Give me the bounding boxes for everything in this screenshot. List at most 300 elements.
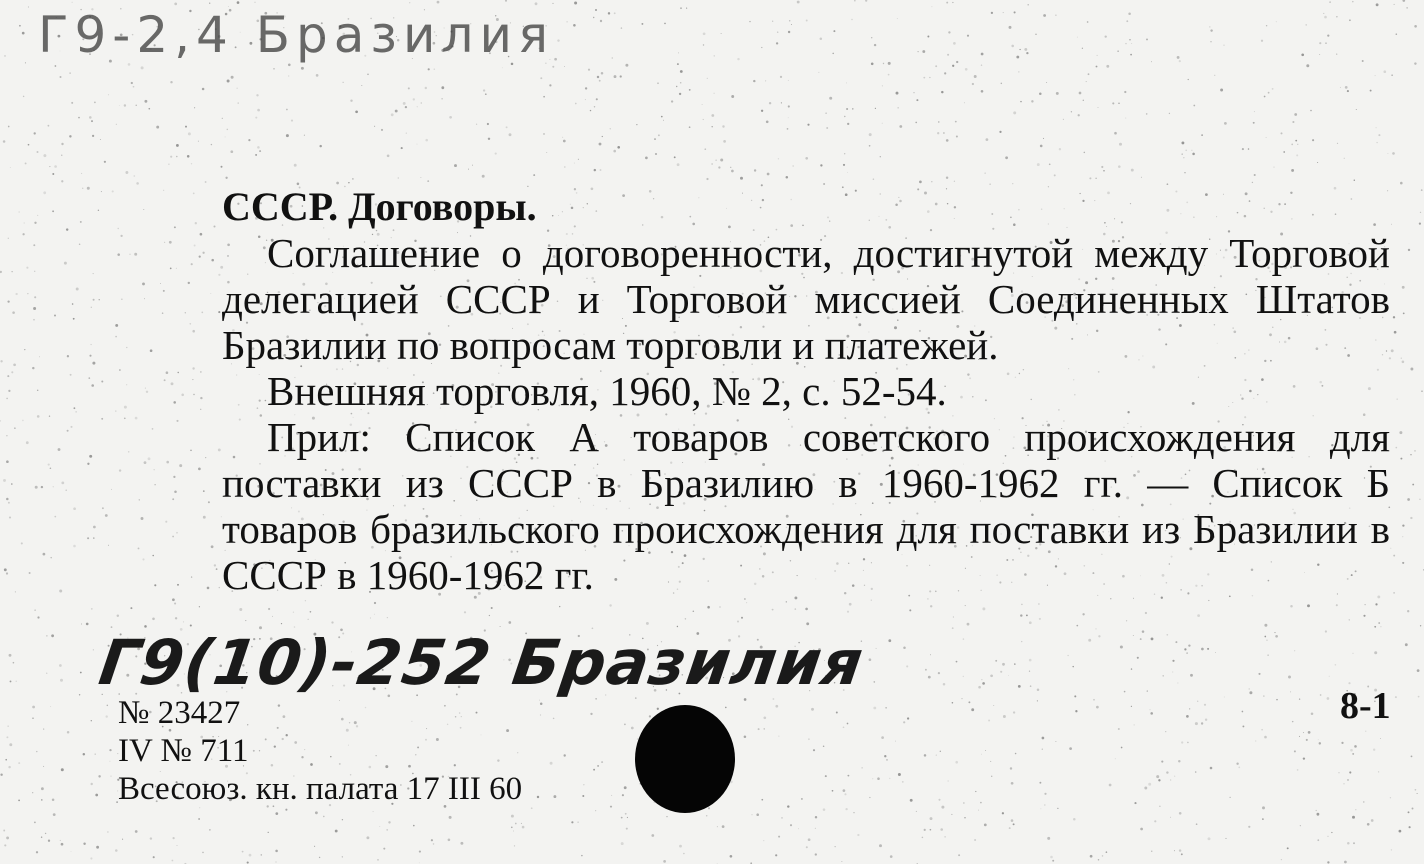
speckle [706, 178, 708, 180]
speckle [1378, 134, 1380, 136]
speckle [963, 676, 964, 677]
speckle [946, 176, 948, 178]
speckle [1394, 4, 1395, 5]
speckle [564, 754, 566, 756]
speckle [286, 109, 288, 111]
agreement-title-paragraph: Соглашение о договоренности, достигнутой между Торговой делегацией СССР и Торговой миссией Соединенных Штатов Бразилии по вопросам торговли и платежей. [222, 230, 1390, 368]
speckle [1057, 808, 1058, 809]
speckle [225, 136, 226, 137]
speckle [896, 92, 899, 95]
speckle [238, 102, 239, 103]
speckle [9, 743, 12, 746]
speckle [885, 707, 887, 709]
speckle [1055, 14, 1057, 16]
speckle [43, 154, 46, 157]
speckle [930, 829, 932, 831]
speckle [32, 717, 33, 718]
speckle [1390, 548, 1391, 549]
speckle [1393, 592, 1395, 594]
speckle [1056, 92, 1059, 95]
speckle [1340, 87, 1341, 88]
speckle [717, 826, 718, 827]
speckle [89, 355, 91, 357]
speckle [1276, 699, 1278, 701]
speckle [980, 802, 982, 804]
speckle [721, 33, 722, 34]
speckle [613, 150, 616, 153]
speckle [1264, 96, 1266, 98]
speckle [1403, 313, 1405, 315]
speckle [25, 62, 26, 63]
speckle [955, 761, 958, 764]
speckle [1037, 688, 1040, 691]
speckle [91, 720, 92, 721]
speckle [198, 468, 201, 471]
speckle [714, 93, 715, 94]
speckle [36, 851, 38, 853]
speckle [1014, 11, 1016, 13]
speckle [1015, 753, 1017, 755]
speckle [1184, 172, 1185, 173]
speckle [1181, 741, 1183, 743]
speckle [1142, 630, 1145, 633]
speckle [761, 110, 763, 112]
speckle [1029, 659, 1032, 662]
speckle [46, 635, 47, 636]
speckle [1013, 111, 1016, 114]
speckle [1013, 711, 1015, 713]
speckle [425, 87, 427, 89]
speckle [163, 290, 165, 292]
speckle [230, 150, 233, 153]
speckle [1349, 619, 1350, 620]
speckle [883, 63, 884, 64]
speckle [1393, 555, 1395, 557]
speckle [1002, 663, 1005, 666]
speckle [98, 210, 99, 211]
speckle [488, 138, 490, 140]
speckle [511, 826, 513, 828]
speckle [1363, 615, 1365, 617]
speckle [192, 367, 194, 369]
speckle [823, 746, 825, 748]
speckle [153, 856, 155, 858]
speckle [45, 833, 46, 834]
speckle [1209, 26, 1210, 27]
speckle [1281, 859, 1282, 860]
speckle [1415, 789, 1417, 791]
speckle [135, 830, 138, 833]
speckle [508, 621, 511, 624]
speckle [1020, 614, 1022, 616]
speckle [502, 67, 503, 68]
speckle [1402, 536, 1403, 537]
speckle [952, 702, 954, 704]
speckle [641, 23, 643, 25]
speckle [122, 839, 123, 840]
speckle [917, 51, 918, 52]
speckle [218, 274, 220, 276]
speckle [1391, 75, 1392, 76]
speckle [753, 80, 755, 82]
speckle [844, 116, 845, 117]
speckle [723, 140, 726, 143]
speckle [22, 32, 25, 35]
speckle [237, 1, 240, 4]
speckle [0, 360, 2, 362]
speckle [1141, 177, 1142, 178]
speckle [600, 20, 602, 22]
speckle [1030, 685, 1032, 687]
speckle [1343, 783, 1344, 784]
speckle [124, 406, 127, 409]
speckle [564, 66, 565, 67]
speckle [58, 448, 61, 451]
speckle [1075, 710, 1077, 712]
speckle [1303, 757, 1305, 759]
speckle [577, 821, 579, 823]
speckle [1373, 749, 1375, 751]
speckle [0, 271, 2, 273]
speckle [965, 68, 968, 71]
speckle [16, 681, 17, 682]
speckle [1038, 603, 1040, 605]
speckle [26, 267, 28, 269]
speckle [1049, 163, 1051, 165]
speckle [129, 254, 130, 255]
speckle [871, 37, 872, 38]
speckle [1292, 721, 1293, 722]
speckle [953, 42, 956, 45]
speckle [871, 600, 872, 601]
speckle [61, 155, 62, 156]
speckle [657, 708, 659, 710]
speckle [379, 826, 380, 827]
speckle [948, 31, 950, 33]
speckle [417, 144, 418, 145]
speckle [51, 634, 54, 637]
speckle [1204, 704, 1206, 706]
speckle [680, 70, 683, 73]
speckle [823, 808, 826, 811]
speckle [806, 20, 808, 22]
speckle [719, 606, 720, 607]
speckle [13, 363, 16, 366]
speckle [1185, 150, 1187, 152]
speckle [651, 834, 654, 837]
speckle [1103, 170, 1105, 172]
speckle [144, 461, 147, 464]
speckle [81, 623, 82, 624]
speckle [825, 775, 827, 777]
speckle [1395, 696, 1397, 698]
speckle [815, 853, 817, 855]
speckle [625, 64, 628, 67]
handwritten-annotation-top: Г9-2,4 Бразилия [38, 6, 555, 64]
speckle [1261, 729, 1263, 731]
speckle [1166, 771, 1168, 773]
speckle [927, 36, 929, 38]
speckle [877, 777, 880, 780]
speckle [910, 799, 913, 802]
speckle [797, 1, 800, 4]
speckle [41, 787, 44, 790]
speckle [26, 441, 29, 444]
speckle [218, 448, 221, 451]
speckle [8, 726, 9, 727]
speckle [67, 355, 69, 357]
speckle [367, 73, 369, 75]
speckle [915, 122, 917, 124]
speckle [1242, 711, 1244, 713]
speckle [1096, 706, 1099, 709]
speckle [119, 469, 121, 471]
speckle [549, 84, 551, 86]
speckle [766, 120, 769, 123]
speckle [1421, 391, 1422, 392]
speckle [34, 222, 36, 224]
speckle [1042, 749, 1043, 750]
speckle [1090, 855, 1093, 858]
speckle [34, 609, 35, 610]
speckle [419, 851, 421, 853]
speckle [209, 3, 210, 4]
speckle [737, 58, 739, 60]
speckle [104, 161, 106, 163]
speckle [275, 812, 278, 815]
speckle [1420, 212, 1421, 213]
speckle [91, 384, 94, 387]
speckle [903, 721, 905, 723]
speckle [815, 816, 817, 818]
speckle [1013, 823, 1015, 825]
speckle [847, 123, 849, 125]
speckle [1249, 691, 1252, 694]
speckle [1046, 82, 1047, 83]
speckle [199, 606, 200, 607]
speckle [37, 215, 38, 216]
speckle [69, 135, 71, 137]
speckle [485, 93, 487, 95]
speckle [142, 282, 145, 285]
speckle [593, 769, 595, 771]
speckle [1347, 842, 1350, 845]
speckle [194, 107, 195, 108]
speckle [1093, 699, 1095, 701]
speckle [553, 795, 556, 798]
speckle [1146, 113, 1148, 115]
speckle [188, 132, 191, 135]
speckle [537, 796, 539, 798]
speckle [80, 672, 82, 674]
speckle [179, 464, 182, 467]
speckle [1179, 849, 1181, 851]
speckle [1210, 41, 1211, 42]
speckle [28, 7, 29, 8]
speckle [101, 191, 102, 192]
speckle [43, 553, 46, 556]
speckle [677, 163, 680, 166]
speckle [1063, 119, 1064, 120]
speckle [39, 356, 40, 357]
speckle [1195, 722, 1198, 725]
speckle [963, 638, 964, 639]
speckle [514, 845, 515, 846]
speckle [3, 140, 6, 143]
speckle [431, 839, 433, 841]
speckle [1264, 636, 1266, 638]
speckle [1262, 806, 1265, 809]
speckle [843, 789, 846, 792]
speckle [174, 490, 177, 493]
speckle [0, 420, 1, 422]
speckle [1307, 604, 1310, 607]
speckle [1192, 153, 1195, 156]
speckle [913, 92, 914, 93]
speckle [420, 177, 421, 178]
speckle [1323, 13, 1324, 14]
speckle [1399, 830, 1402, 833]
speckle [115, 849, 118, 852]
speckle [677, 63, 679, 65]
speckle [798, 828, 799, 829]
speckle [152, 555, 154, 557]
speckle [581, 855, 582, 856]
speckle [1097, 55, 1098, 56]
speckle [772, 609, 774, 611]
speckle [1287, 847, 1289, 849]
speckle [1229, 797, 1230, 798]
speckle [590, 713, 592, 715]
speckle [679, 93, 681, 95]
speckle [54, 165, 57, 168]
speckle [173, 476, 175, 478]
speckle [571, 821, 573, 823]
speckle [654, 138, 656, 140]
speckle [1407, 498, 1410, 501]
speckle [554, 58, 557, 61]
speckle [1327, 697, 1330, 700]
speckle [1387, 153, 1388, 154]
speckle [1318, 739, 1319, 740]
speckle [1291, 144, 1293, 146]
speckle [495, 153, 497, 155]
speckle [898, 107, 899, 108]
speckle [946, 139, 949, 142]
speckle [117, 615, 119, 617]
speckle [1193, 105, 1195, 107]
speckle [172, 598, 175, 601]
speckle [1248, 688, 1249, 689]
speckle [1406, 7, 1407, 8]
speckle [1003, 12, 1004, 13]
speckle [714, 55, 715, 56]
speckle [614, 75, 617, 78]
speckle [602, 136, 603, 137]
speckle [205, 457, 206, 458]
speckle [1128, 12, 1131, 15]
speckle [185, 126, 187, 128]
speckle [1191, 150, 1192, 151]
speckle [881, 736, 884, 739]
speckle [663, 120, 664, 121]
speckle [23, 96, 25, 98]
speckle [8, 390, 10, 392]
speckle [847, 723, 849, 725]
speckle [1039, 618, 1041, 620]
speckle [144, 298, 145, 299]
speckle [610, 806, 612, 808]
speckle [663, 860, 666, 863]
speckle [427, 180, 429, 182]
speckle [1364, 604, 1365, 605]
speckle [19, 25, 21, 27]
speckle [154, 584, 156, 586]
speckle [1027, 4, 1029, 6]
speckle [854, 0, 855, 1]
speckle [1391, 849, 1392, 850]
speckle [191, 263, 193, 265]
speckle [111, 489, 112, 490]
speckle [715, 160, 716, 161]
speckle [1009, 827, 1011, 829]
speckle [413, 825, 415, 827]
speckle [464, 611, 466, 613]
speckle [1029, 621, 1032, 624]
speckle [1154, 820, 1156, 822]
speckle [7, 300, 9, 302]
speckle [1263, 696, 1264, 697]
speckle [622, 794, 624, 796]
speckle [80, 221, 82, 223]
speckle [73, 318, 75, 320]
speckle [6, 398, 8, 400]
speckle [187, 155, 190, 158]
speckle [624, 786, 627, 789]
speckle [938, 121, 939, 122]
speckle [1408, 811, 1410, 813]
speckle [152, 428, 154, 430]
speckle [557, 39, 559, 41]
speckle [1220, 89, 1223, 92]
speckle [761, 47, 762, 48]
speckle [413, 98, 415, 100]
speckle [1042, 737, 1045, 740]
speckle [95, 753, 96, 754]
speckle [6, 572, 8, 574]
speckle [1248, 826, 1250, 828]
speckle [391, 113, 394, 116]
speckle [13, 662, 15, 664]
speckle [1159, 806, 1160, 807]
speckle [7, 375, 9, 377]
speckle [990, 761, 991, 762]
speckle [930, 605, 932, 607]
speckle [562, 137, 563, 138]
speckle [388, 821, 390, 823]
speckle [1172, 672, 1173, 673]
speckle [874, 44, 876, 46]
speckle [1018, 71, 1019, 72]
speckle [1274, 167, 1275, 168]
speckle [1026, 52, 1028, 54]
speckle [1088, 73, 1090, 75]
speckle [1210, 29, 1212, 31]
speckle [192, 379, 193, 380]
speckle [869, 133, 872, 136]
speckle [1371, 819, 1374, 822]
speckle [1238, 767, 1240, 769]
